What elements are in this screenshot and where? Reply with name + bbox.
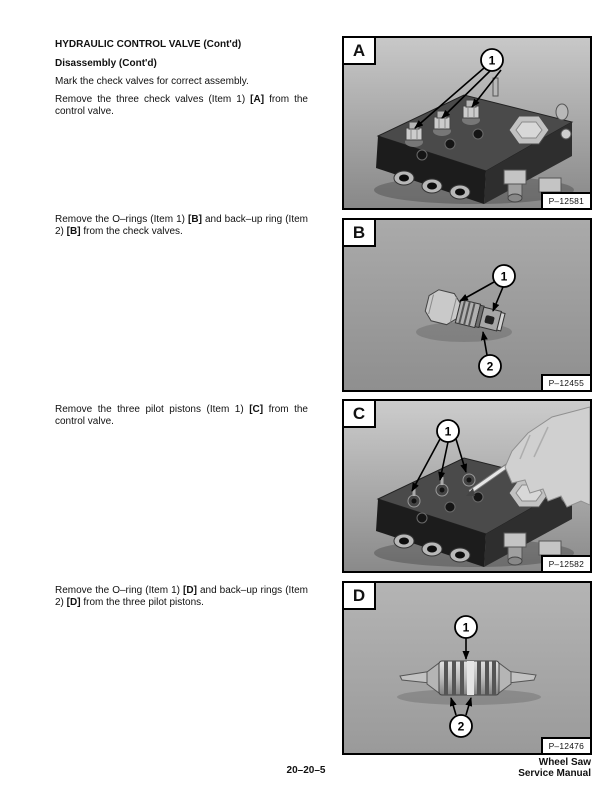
paragraph-remove-orings-b (55, 214, 308, 238)
figure-ref-d: [D] (66, 597, 81, 608)
manual-name (518, 757, 591, 779)
callout-number: 1 (462, 620, 470, 635)
figure-ref-c: [C] (249, 404, 264, 415)
callout-number: 1 (500, 269, 508, 284)
paragraph-remove-check-valves (55, 94, 308, 118)
paragraph-segment: from the three pilot pistons. (80, 597, 204, 608)
paragraph-segment: and back–up ring (Item 2) (55, 214, 308, 237)
photo-pilot-piston (344, 583, 590, 753)
photo-ref-label: P–12476 (541, 737, 592, 755)
paragraph-segment: Remove the O–ring (Item 1) (55, 585, 184, 596)
section-title: HYDRAULIC CONTROL VALVE (Cont'd) (55, 39, 242, 50)
paragraph-mark-valves (55, 76, 308, 88)
paragraph-segment: from the check valves. (80, 226, 183, 237)
callout-number: 1 (444, 424, 452, 439)
manual-name-line2: Service Manual (518, 768, 591, 779)
photo-ref-label: P–12582 (541, 555, 592, 573)
figure-panel-d (342, 581, 592, 755)
paragraph-segment: and back–up rings (Item 2) (55, 585, 308, 608)
paragraph-segment: Remove the three check valves (Item 1) (55, 94, 251, 105)
paragraph-remove-orings-d (55, 585, 308, 609)
figure-letter: A (342, 36, 376, 65)
photo-check-valve (344, 220, 590, 390)
bleed-pin (493, 78, 498, 96)
pilot-piston-3 (463, 474, 475, 486)
figure-ref-b: [B] (188, 214, 202, 225)
callout-number: 2 (457, 719, 465, 734)
figure-ref-d: [D] (183, 585, 197, 596)
paragraph-remove-pilot-pistons (55, 404, 308, 428)
figure-panel-c (342, 399, 592, 573)
figure-panel-a (342, 36, 592, 210)
figure-letter: C (342, 399, 376, 428)
callout-number: 2 (486, 359, 494, 374)
paragraph-segment: from the control valve. (55, 404, 308, 427)
figure-ref-a: [A] (250, 94, 265, 105)
paragraph-segment: from the control valve. (55, 94, 308, 117)
subsection-title: Disassembly (Cont'd) (55, 58, 157, 69)
photo-ref-label: P–12581 (541, 192, 592, 210)
photo-control-valve-top (344, 38, 590, 208)
page-number: 20–20–5 (286, 765, 326, 776)
manual-name-line1: Wheel Saw (538, 757, 591, 768)
figure-panel-b (342, 218, 592, 392)
paragraph-text: Mark the check valves for correct assembly. (55, 76, 249, 87)
figure-letter: B (342, 218, 376, 247)
paragraph-segment: Remove the O–rings (Item 1) (55, 214, 189, 225)
figure-letter: D (342, 581, 376, 610)
photo-control-valve-with-hand (344, 401, 590, 571)
paragraph-segment: Remove the three pilot pistons (Item 1) (55, 404, 250, 415)
callout-number: 1 (488, 53, 496, 68)
figure-ref-b: [B] (66, 226, 81, 237)
photo-ref-label: P–12455 (541, 374, 592, 392)
